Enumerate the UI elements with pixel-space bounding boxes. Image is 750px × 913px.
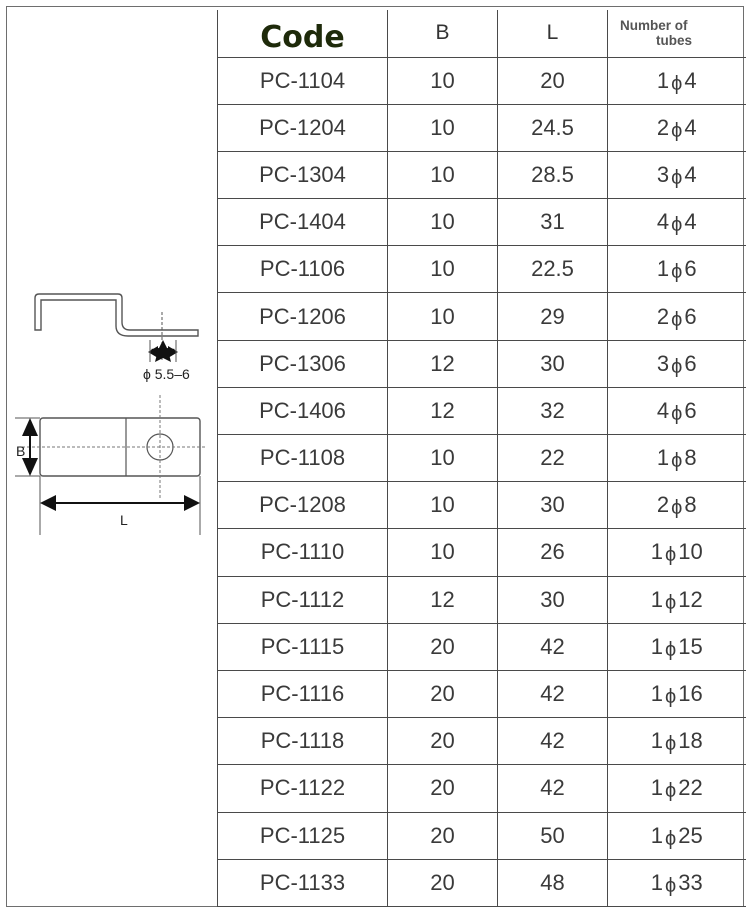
- cell-code: PC-1108: [218, 435, 388, 482]
- table-body: [218, 57, 746, 906]
- cell-number-of-tubes: [608, 765, 746, 812]
- tube-count: 1: [656, 445, 670, 471]
- cell-b: 12: [388, 387, 498, 434]
- cell-l: 24.5: [498, 104, 608, 151]
- table-row: [218, 765, 746, 812]
- cell-number-of-tubes: [608, 246, 746, 293]
- table-row: [218, 387, 746, 434]
- cell-b: 10: [388, 151, 498, 198]
- cell-b: 10: [388, 57, 498, 104]
- cell-b: 10: [388, 482, 498, 529]
- cell-code: PC-1404: [218, 199, 388, 246]
- phi-symbol: ϕ: [671, 214, 683, 237]
- tube-count: 2: [656, 303, 670, 329]
- phi-symbol: ϕ: [671, 261, 683, 284]
- tube-count: 1: [650, 586, 664, 612]
- cell-l: 29: [498, 293, 608, 340]
- cell-l: 42: [498, 765, 608, 812]
- tube-count: 1: [650, 633, 664, 659]
- table-row: [218, 57, 746, 104]
- header-l: L: [498, 10, 608, 57]
- hole-arrow-center: [151, 340, 175, 362]
- cell-number-of-tubes: [608, 57, 746, 104]
- phi-symbol: ϕ: [665, 591, 677, 614]
- tube-diameter: 6: [684, 303, 697, 329]
- tube-diameter: 12: [678, 586, 703, 612]
- cell-number-of-tubes: [608, 718, 746, 765]
- cell-number-of-tubes: [608, 576, 746, 623]
- cell-b: 20: [388, 859, 498, 906]
- tube-count: 1: [650, 775, 664, 801]
- tube-count: 4: [656, 397, 670, 423]
- cell-b: 20: [388, 812, 498, 859]
- cell-l: 32: [498, 387, 608, 434]
- table-row: [218, 670, 746, 717]
- cell-l: 30: [498, 482, 608, 529]
- table-row: [218, 529, 746, 576]
- tube-diameter: 18: [678, 728, 703, 754]
- table-row: [218, 340, 746, 387]
- cell-number-of-tubes: [608, 435, 746, 482]
- cell-l: 42: [498, 623, 608, 670]
- cell-b: 20: [388, 765, 498, 812]
- cell-b: 20: [388, 623, 498, 670]
- cell-code: PC-1115: [218, 623, 388, 670]
- cell-b: 20: [388, 670, 498, 717]
- cell-code: PC-1122: [218, 765, 388, 812]
- phi-symbol: ϕ: [671, 402, 683, 425]
- cell-number-of-tubes: [608, 340, 746, 387]
- cell-l: 30: [498, 576, 608, 623]
- tube-count: 1: [650, 869, 664, 895]
- cell-b: 12: [388, 340, 498, 387]
- phi-symbol: ϕ: [665, 544, 677, 567]
- tube-diameter: 6: [684, 256, 697, 282]
- table-row: [218, 623, 746, 670]
- tube-diameter: 25: [678, 822, 703, 848]
- tube-diameter: 22: [678, 775, 703, 801]
- tube-diameter: 16: [678, 681, 703, 707]
- cell-b: 10: [388, 529, 498, 576]
- tube-count: 3: [656, 161, 670, 187]
- cell-l: 26: [498, 529, 608, 576]
- tube-count: 1: [656, 67, 670, 93]
- table-row: [218, 246, 746, 293]
- tube-diameter: 15: [678, 633, 703, 659]
- cell-number-of-tubes: [608, 387, 746, 434]
- table-row: [218, 199, 746, 246]
- phi-symbol: ϕ: [665, 780, 677, 803]
- cell-l: 42: [498, 718, 608, 765]
- header-number-line2: tubes: [656, 33, 693, 49]
- cell-code: PC-1104: [218, 57, 388, 104]
- table-row: [218, 576, 746, 623]
- cell-code: PC-1206: [218, 293, 388, 340]
- tube-diameter: 10: [678, 539, 703, 565]
- table-row: [218, 104, 746, 151]
- l-dimension-label: L: [120, 512, 128, 528]
- tube-count: 1: [650, 539, 664, 565]
- tube-diameter: 6: [684, 350, 697, 376]
- phi-symbol: ϕ: [665, 733, 677, 756]
- phi-symbol: ϕ: [671, 119, 683, 142]
- cell-code: PC-1110: [218, 529, 388, 576]
- tube-count: 3: [656, 350, 670, 376]
- cell-number-of-tubes: [608, 529, 746, 576]
- cell-l: 22.5: [498, 246, 608, 293]
- cell-code: PC-1118: [218, 718, 388, 765]
- tube-diameter: 33: [678, 869, 703, 895]
- cell-b: 10: [388, 199, 498, 246]
- cell-code: PC-1204: [218, 104, 388, 151]
- header-b: B: [388, 10, 498, 57]
- cell-b: 12: [388, 576, 498, 623]
- cell-number-of-tubes: [608, 104, 746, 151]
- cell-code: PC-1116: [218, 670, 388, 717]
- phi-symbol: ϕ: [671, 355, 683, 378]
- cell-code: PC-1406: [218, 387, 388, 434]
- clamp-side-profile: [35, 294, 198, 336]
- cell-code: PC-1125: [218, 812, 388, 859]
- cell-number-of-tubes: [608, 812, 746, 859]
- phi-symbol: ϕ: [665, 874, 677, 897]
- cell-number-of-tubes: [608, 151, 746, 198]
- phi-symbol: ϕ: [665, 638, 677, 661]
- tube-diameter: 4: [684, 209, 697, 235]
- cell-l: 22: [498, 435, 608, 482]
- phi-symbol: ϕ: [671, 497, 683, 520]
- phi-symbol: ϕ: [665, 827, 677, 850]
- cell-code: PC-1133: [218, 859, 388, 906]
- tube-count: 4: [656, 209, 670, 235]
- cell-b: 10: [388, 104, 498, 151]
- phi-symbol: ϕ: [671, 308, 683, 331]
- phi-symbol: ϕ: [665, 686, 677, 709]
- table-row: [218, 151, 746, 198]
- cell-b: 10: [388, 435, 498, 482]
- table-row: [218, 718, 746, 765]
- header-code: Code: [218, 10, 388, 57]
- cell-l: 48: [498, 859, 608, 906]
- tube-diameter: 4: [684, 67, 697, 93]
- tube-count: 1: [650, 728, 664, 754]
- cell-l: 31: [498, 199, 608, 246]
- tube-diameter: 6: [684, 397, 697, 423]
- phi-symbol: ϕ: [671, 72, 683, 95]
- tube-diameter: 4: [684, 161, 697, 187]
- table-row: [218, 435, 746, 482]
- tube-count: 1: [650, 681, 664, 707]
- tube-count: 2: [656, 114, 670, 140]
- tube-diameter: 8: [684, 492, 697, 518]
- spec-table: [217, 10, 746, 907]
- phi-symbol: ϕ: [671, 166, 683, 189]
- cell-l: 20: [498, 57, 608, 104]
- b-dimension-label: B: [16, 443, 26, 459]
- table-row: [218, 482, 746, 529]
- cell-b: 10: [388, 246, 498, 293]
- cell-code: PC-1106: [218, 246, 388, 293]
- cell-number-of-tubes: [608, 482, 746, 529]
- cell-b: 10: [388, 293, 498, 340]
- clamp-technical-drawing: [0, 0, 217, 913]
- cell-l: 42: [498, 670, 608, 717]
- cell-number-of-tubes: [608, 859, 746, 906]
- table-row: [218, 859, 746, 906]
- cell-code: PC-1306: [218, 340, 388, 387]
- phi-symbol: ϕ: [671, 450, 683, 473]
- cell-code: PC-1208: [218, 482, 388, 529]
- tube-count: 1: [650, 822, 664, 848]
- tube-diameter: 4: [684, 114, 697, 140]
- cell-number-of-tubes: [608, 293, 746, 340]
- cell-code: PC-1304: [218, 151, 388, 198]
- cell-code: PC-1112: [218, 576, 388, 623]
- cell-number-of-tubes: [608, 623, 746, 670]
- cell-l: 30: [498, 340, 608, 387]
- table-header-row: [218, 10, 746, 57]
- header-number-of-tubes: [608, 10, 746, 57]
- cell-number-of-tubes: [608, 670, 746, 717]
- table-row: [218, 812, 746, 859]
- hole-diameter-label: ϕ 5.5–6: [143, 366, 190, 382]
- tube-count: 1: [656, 256, 670, 282]
- cell-l: 28.5: [498, 151, 608, 198]
- cell-l: 50: [498, 812, 608, 859]
- cell-number-of-tubes: [608, 199, 746, 246]
- cell-b: 20: [388, 718, 498, 765]
- tube-count: 2: [656, 492, 670, 518]
- table-row: [218, 293, 746, 340]
- tube-diameter: 8: [684, 445, 697, 471]
- header-number-line1: Number of: [620, 18, 688, 34]
